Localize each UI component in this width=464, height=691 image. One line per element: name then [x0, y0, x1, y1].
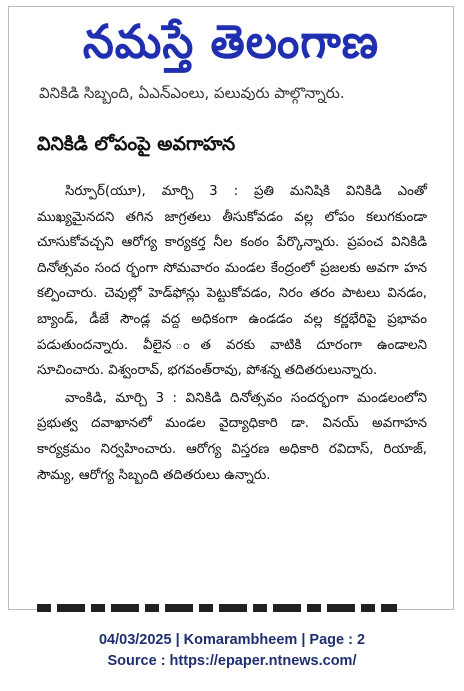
footer-source-link[interactable]: Source : https://epaper.ntnews.com/: [107, 653, 357, 669]
article-paragraph: [37, 386, 427, 488]
article-headline: వినికిడి లోపంపై అవగాహన: [37, 133, 236, 155]
cut-off-text: వినికిడి సిబ్బంది, ఏఎన్ఎంలు, పలువురు పాల్గొన్నారు.: [39, 84, 345, 102]
cut-off-previous-article: [39, 84, 429, 105]
article-body: [37, 179, 427, 488]
masthead-logo: నమస్తే తెలంగాణ: [82, 15, 380, 69]
paragraph-text: వాంకిడి, మార్చి 3 : వినికిడి దినోత్సవం సందర్భంగా మండలంలోని ప్రభుత్వ దవాఖానలో మండల వైద్యాధికారి డా. వినయ్ అవగాహన కార్యక్రమం నిర్వహించారు. ఆరోగ్య విస్తరణ అధికారి రవిదాస్, రియాజ్, సౌమ్య, ఆరోగ్య సిబ్బంది తదితరులు ఉన్నారు.: [37, 390, 427, 483]
paragraph-text: సిర్పూర్(యూ), మార్చి 3 : ప్రతి మనిషికి వినికిడి ఎంతో ముఖ్యమైనదని తగిన జాగ్రతలు తీసుకోవడం వల్ల లోపం కలుగకుండా చూసుకోవచ్చని ఆరోగ్య కార్యకర్త నీల కంఠం పేర్కొన్నారు. ప్రపంచ వినికిడి దినోత్సవం సంద ర్భంగా సోమవారం మండల కేంద్రంలో ప్రజలకు అవగా హన కల్పించారు. చెవుల్లో హెడ్‌ఫోన్లు పెట్టుకోవడం, నిరం తరం పాటలు వినడం, బ్యాండ్, డీజే సౌండ్ల వద్ద అధికంగా ఉండడం వల్ల కర్ణభేరిపై ప్రభావం పడుతుందన్నారు. వీలైన ంత వరకు వాటికి దూరంగా ఉండాలని సూచించారు. విశ్వంరావ్, భగవంత్‌రావు, పోశన్న తదితరులున్నారు.: [37, 184, 427, 379]
masthead: [9, 7, 453, 89]
article-paragraph: [37, 179, 427, 384]
footer-date-edition: 04/03/2025 | Komarambheem | Page : 2: [98, 632, 366, 648]
newspaper-clipping: [8, 6, 454, 610]
cut-off-next-headline: [37, 604, 397, 612]
cut-off-headline-fragment: [37, 604, 397, 612]
source-footer: [0, 630, 464, 672]
